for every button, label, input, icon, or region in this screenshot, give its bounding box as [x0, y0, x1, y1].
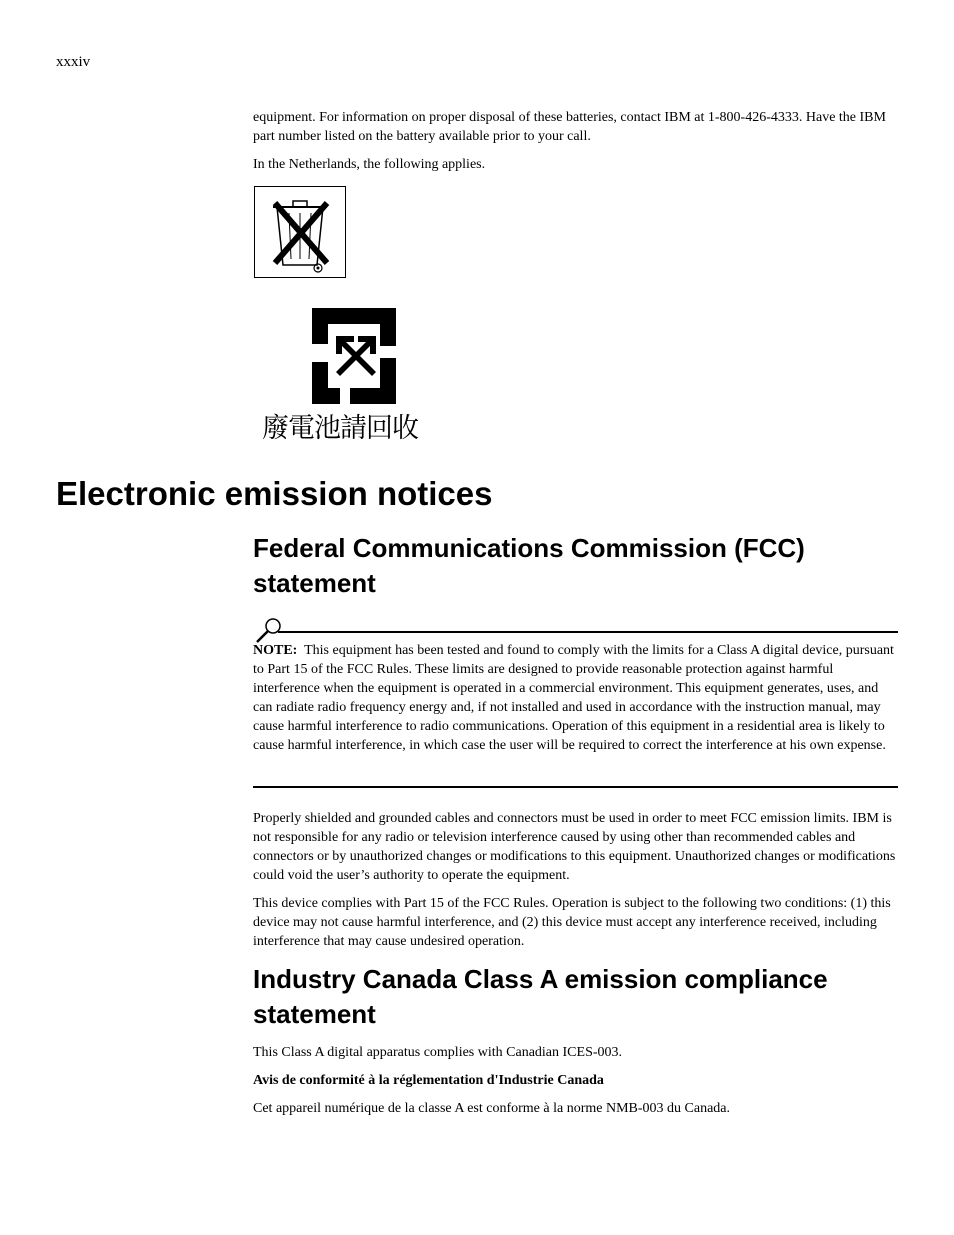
subsection-heading-industry-canada: Industry Canada Class A emission compliance statement	[253, 964, 828, 1029]
part15-paragraph: This device complies with Part 15 of the FCC Rules. Operation is subject to the following two conditions: (1) this device may not cause harmful interference, and (2) this device must accept any interference received, including interference that may cause undesired operation.	[253, 896, 891, 949]
note-text: This equipment has been tested and found to comply with the limits for a Class A digital device, pursuant to Part 15 of the FCC Rules. These limits are designed to provide reasonable protection against harmful interference when the equipment is operated in a commercial environment. This equipment generates, uses, and can radiate radio frequency energy and, if not installed and used in accordance with the instruction manual, may cause harmful interference to radio communications. Operation of this equipment in a residential area is likely to cause harmful interference, in which case the user will be required to correct the interference at his own expense.	[253, 643, 894, 753]
avis-paragraph: Cet appareil numérique de la classe A est conforme à la norme NMB-003 du Canada.	[253, 1101, 731, 1116]
section-heading-emission-notices: Electronic emission notices	[56, 475, 493, 512]
crossed-bin-icon	[254, 186, 346, 278]
fcc-note-paragraph	[253, 641, 898, 755]
note-label: NOTE:	[253, 643, 298, 658]
note-bottom-rule	[253, 786, 898, 788]
cables-paragraph: Properly shielded and grounded cables and connectors must be used in order to meet FCC emission limits. IBM is not responsible for any radio or television interference caused by using other than recommended cables and connectors or by unauthorized changes or modifications to this equipment. Unauthorized changes or modifications could void the user’s authority to operate the equipment.	[253, 811, 896, 883]
subsection-heading-fcc: Federal Communications Commission (FCC) statement	[253, 533, 805, 598]
note-top-rule	[278, 631, 898, 633]
netherlands-paragraph: In the Netherlands, the following applies.	[253, 157, 486, 172]
avis-heading: Avis de conformité à la réglementation d'Industrie Canada	[253, 1073, 604, 1088]
canada-paragraph: This Class A digital apparatus complies with Canadian ICES-003.	[253, 1045, 623, 1060]
recycle-arrows-icon	[306, 306, 446, 410]
page-number: xxxiv	[56, 54, 91, 70]
taiwan-battery-recycle-logo	[262, 304, 458, 454]
recycle-caption: 廢電池請回收	[262, 413, 418, 444]
battery-disposal-paragraph: equipment. For information on proper disposal of these batteries, contact IBM at 1-800-426-4333. Have the IBM part number listed on the battery available prior to your call.	[253, 110, 886, 144]
